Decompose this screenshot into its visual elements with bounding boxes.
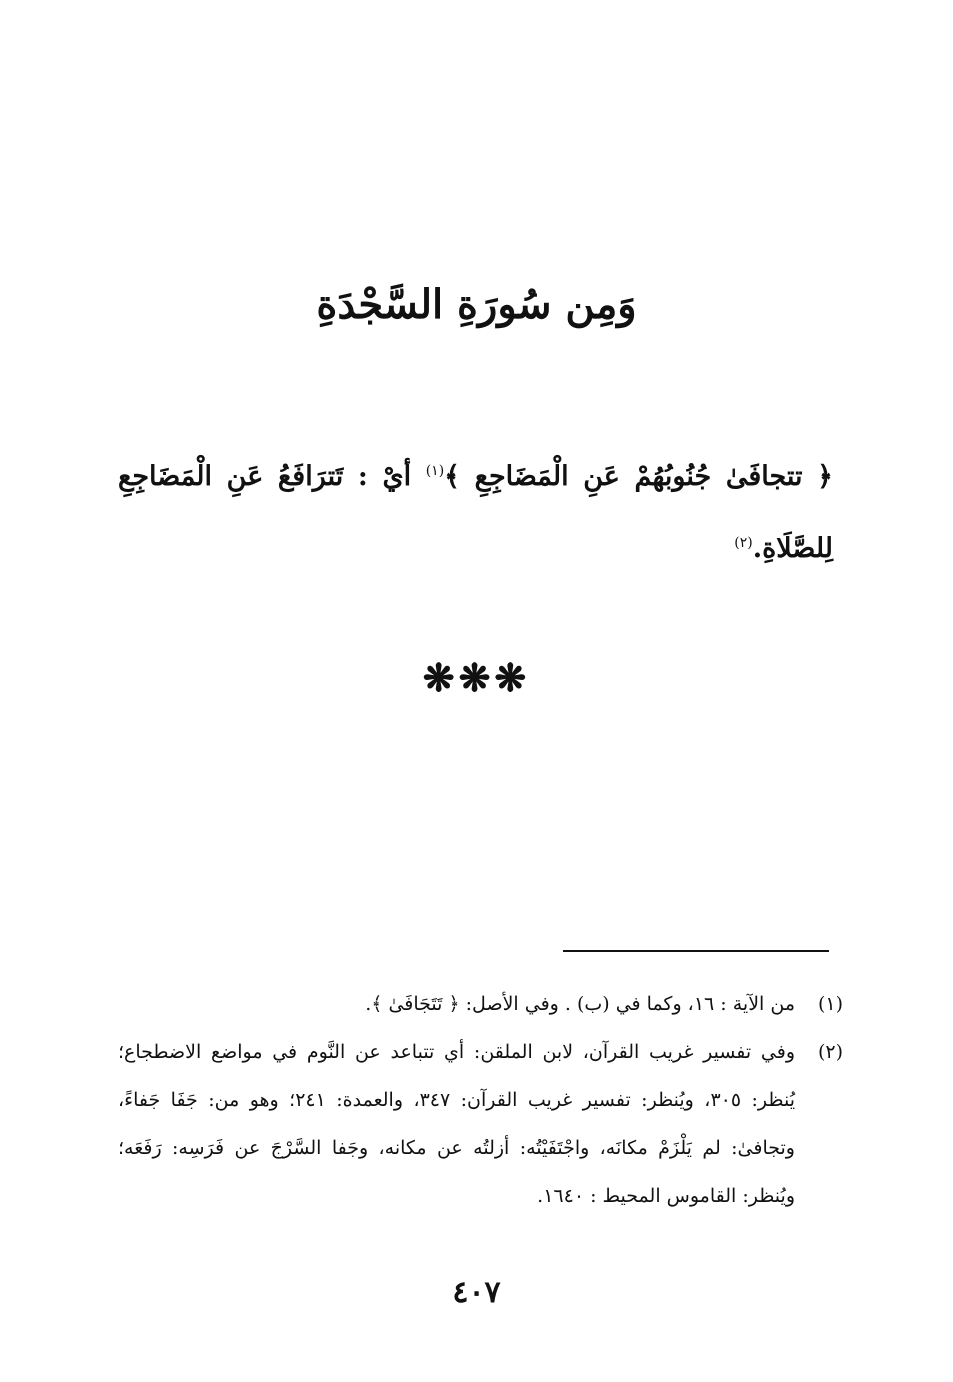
commentary-paragraph	[118, 438, 833, 582]
footnote-text: من الآية : ١٦، وكما في (ب) . وفي الأصل: ﴿ تَتَجَافَىٰ ﴾.	[365, 993, 795, 1015]
section-separator: ❋❋❋	[422, 655, 531, 700]
footnote-ref-1: (١)	[425, 463, 445, 479]
footnote-2	[118, 1028, 843, 1220]
surah-title: وَمِن سُورَةِ السَّجْدَةِ	[316, 281, 637, 328]
footnote-divider	[563, 950, 829, 952]
footnote-ref-2: (٢)	[734, 535, 753, 551]
page-number: ٤٠٧	[452, 1275, 501, 1310]
footnote-1	[118, 980, 843, 1028]
quran-verse: ﴿ تتجافَىٰ جُنُوبُهُمْ عَنِ الْمَضَاجِعِ ﴾	[444, 461, 833, 492]
footnote-number: (٢)	[817, 1041, 843, 1063]
footnotes	[118, 980, 843, 1220]
footnote-text: وفي تفسير غريب القرآن، لابن الملقن: أي تتباعد عن النَّوم في مواضع الاضطجاع؛ يُنظر: ٣٠٥، ويُنظر: تفسير غريب القرآن: ٣٤٧، والعمدة: ٢٤١؛ وهو من: جَفَا جَفاءً، وتجافىٰ: لم يَلْزَمْ مكانَه، واجْتَفَيْتُه: أزلتُه عن مكانه، وجَفا السَّرْجَ عن فَرَسِه: رَفَعَه؛ ويُنظر: القاموس المحيط : ١٦٤٠.	[118, 1041, 795, 1207]
footnote-number: (١)	[817, 993, 843, 1015]
verse-explanation: أيْ : تَترَافَعُ عَنِ الْمَضَاجِعِ لِلصَّلَاةِ.	[118, 461, 833, 564]
